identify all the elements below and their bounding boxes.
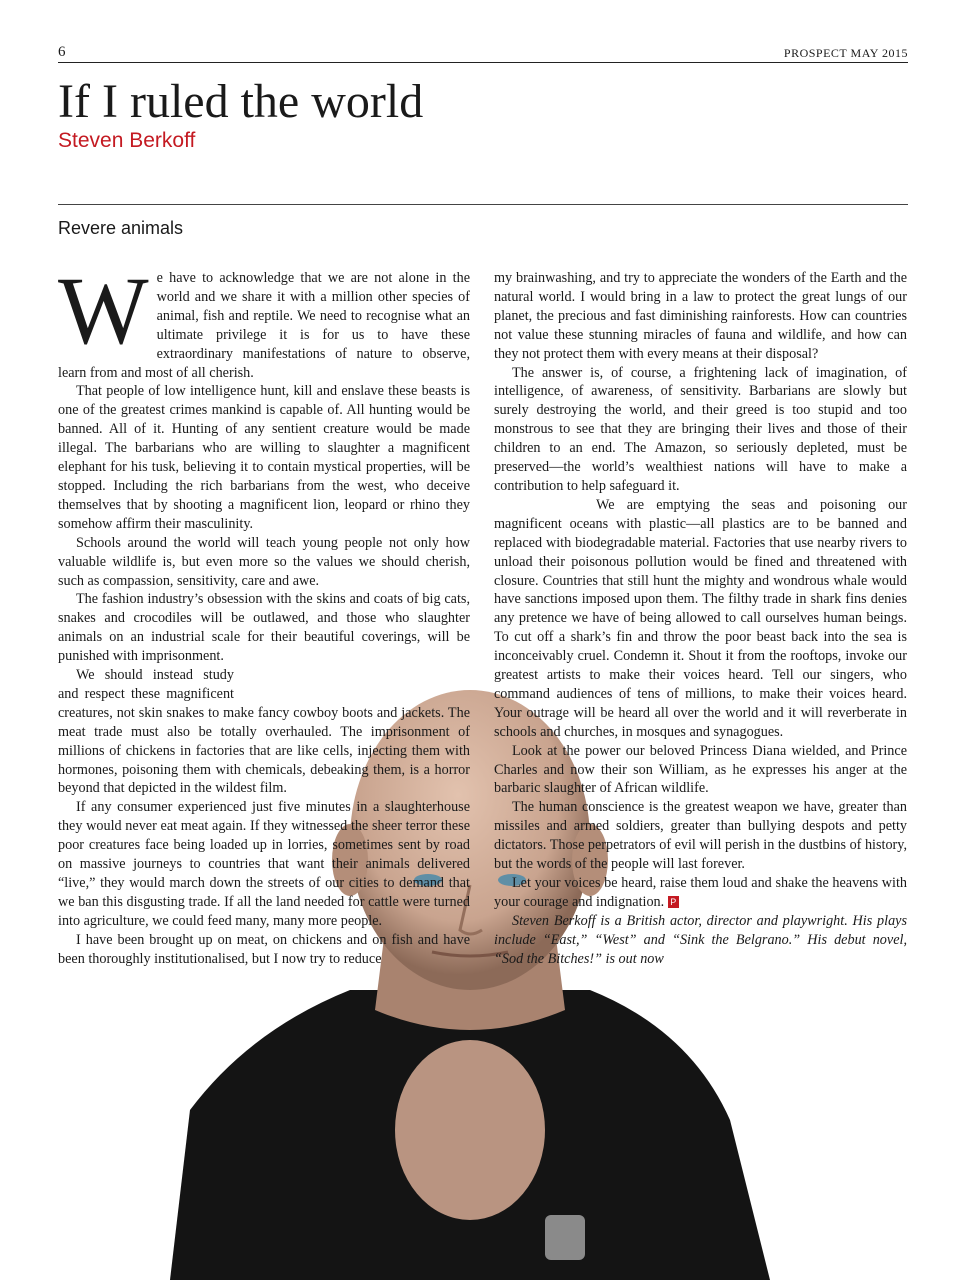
paragraph: The answer is, of course, a frightening lack of imagination, of intelligence, of awareness, of sensitivity. Barbarians are slowly but surely destroying the world, and their greed is too stupid and too monstrous to see that they are bringing their lives and those of their children to an end. The Amazon, so seriously depleted, must be preserved—the world’s wealthiest nations will have to make a contribution to help safeguard it. — [494, 364, 907, 494]
paragraph: We have to acknowledge that we are not alone in the world and we share it with a million other species of animal, fish and reptile. We need to recognise what an ultimate privilege it is for us to have these extraordinary manifestations of nature to observe, learn from and most of all cherish. — [58, 257, 470, 381]
article-column-right — [494, 269, 907, 969]
paragraph: If any consumer experienced just five minutes in a slaughterhouse they would never eat meat again. If they witnessed the sheer terror these poor creatures face being loaded up in lorries, sometimes sent by road on massive journeys to countries that want their animals delivered “live,” they would march down the streets of our cities to demand that we ban this disgusting trade. If all the land needed for cattle were turned into agriculture, we could feed many, many more people. — [58, 799, 470, 929]
section-rule — [58, 204, 908, 205]
paragraph: my brainwashing, and try to appreciate the wonders of the Earth and the natural world. I would bring in a law to protect the great lungs of our planet, the precious and fast diminishing rainforests. How can countries not value these stunning miracles of fauna and wildlife, and how can they not protect them with every means at their disposal? — [494, 270, 907, 362]
paragraph: I have been brought up on meat, on chickens and on fish and have been thoroughly institutionalised, but I now try to reduce — [58, 931, 470, 967]
article-subhead: Revere animals — [58, 218, 184, 238]
clasped-hands — [395, 1040, 545, 1220]
wristwatch — [545, 1215, 585, 1260]
author-name: Steven Berkoff — [58, 129, 196, 152]
paragraph: The fashion industry’s obsession with the skins and coats of big cats, snakes and crocodiles will be outlawed, and those who slaughter animals on an industrial scale for their beautiful coverings, will be punished with imprisonment. — [58, 591, 470, 665]
top-rule — [58, 62, 908, 63]
magazine-issue: PROSPECT MAY 2015 — [783, 46, 908, 60]
article-column-left — [58, 257, 470, 969]
prospect-logo-icon: P — [668, 896, 679, 908]
drop-cap: W — [58, 257, 149, 364]
paragraph: We are emptying the seas and poisoning our magnificent oceans with plastic—all plastics are to be banned and replaced with biodegradable material. Factories that use nearby rivers to unload their poisonous pollution would be fined and threatened with closure. Countries that still hunt the mighty and wondrous whale would have sanctions imposed upon them. The filthy trade in shark fins denies any pretence we have of being allowed to call ourselves human beings. To cut off a shark’s fin and throw the poor beast back into the sea is inconceivably cruel. Condemn it. Shout it from the rooftops, invoke our greatest artists to make their voices heard. Tell our singers, who command audiences of tens of millions, to make their voices heard. Your outrage will be heard all over the world and it will reverberate in schools and churches, in mosques and synagogues. — [494, 496, 907, 740]
paragraph: Schools around the world will teach young people not only how valuable wildlife is, but even more so the values we should cherish, such as compassion, sensitivity, care and awe. — [58, 534, 470, 589]
article-title: If I ruled the world — [58, 75, 424, 128]
paragraph: That people of low intelligence hunt, kill and enslave these beasts is one of the greatest crimes mankind is capable of. All hunting would be banned. All of it. Hunting of any sentient creature would be made illegal. The barbarians who are willing to slaughter a magnificent elephant for his tusk, believing it to contain mystical properties, will be stopped. Including the rich barbarians from the west, who deceive themselves that by shooting a magnificent lion, leopard or rhino they somehow affirm their masculinity. — [58, 383, 470, 532]
paragraph: Let your voices be heard, raise them loud and shake the heavens with your courage and indignation. P — [494, 875, 907, 910]
paragraph: Look at the power our beloved Princess Diana wielded, and Prince Charles and now their son William, as he expresses his anger at the barbaric slaughter of African wildlife. — [494, 742, 907, 797]
paragraph: The human conscience is the greatest weapon we have, greater than missiles and armed soldiers, greater than bullying despots and petty dictators. Those perpetrators of evil will perish in the dustbins of history, but the words of the people will last forever. — [494, 799, 907, 873]
author-bio: Steven Berkoff is a British actor, director and playwright. His plays include “East,” “West” and “Sink the Belgrano.” His debut novel, “Sod the Bitches!” is out now — [494, 912, 907, 967]
paragraph: We should instead study and respect these magnificent creatures, not skin snakes to make fancy cowboy boots and jackets. The meat trade must also be totally overhauled. The imprisonment of millions of chickens in factories that are like cells, injecting them with hormones, poisoning them with chemicals, debeaking them, is a horror beyond that depicted in the wildest film. — [58, 667, 470, 797]
page-number: 6 — [58, 44, 66, 60]
